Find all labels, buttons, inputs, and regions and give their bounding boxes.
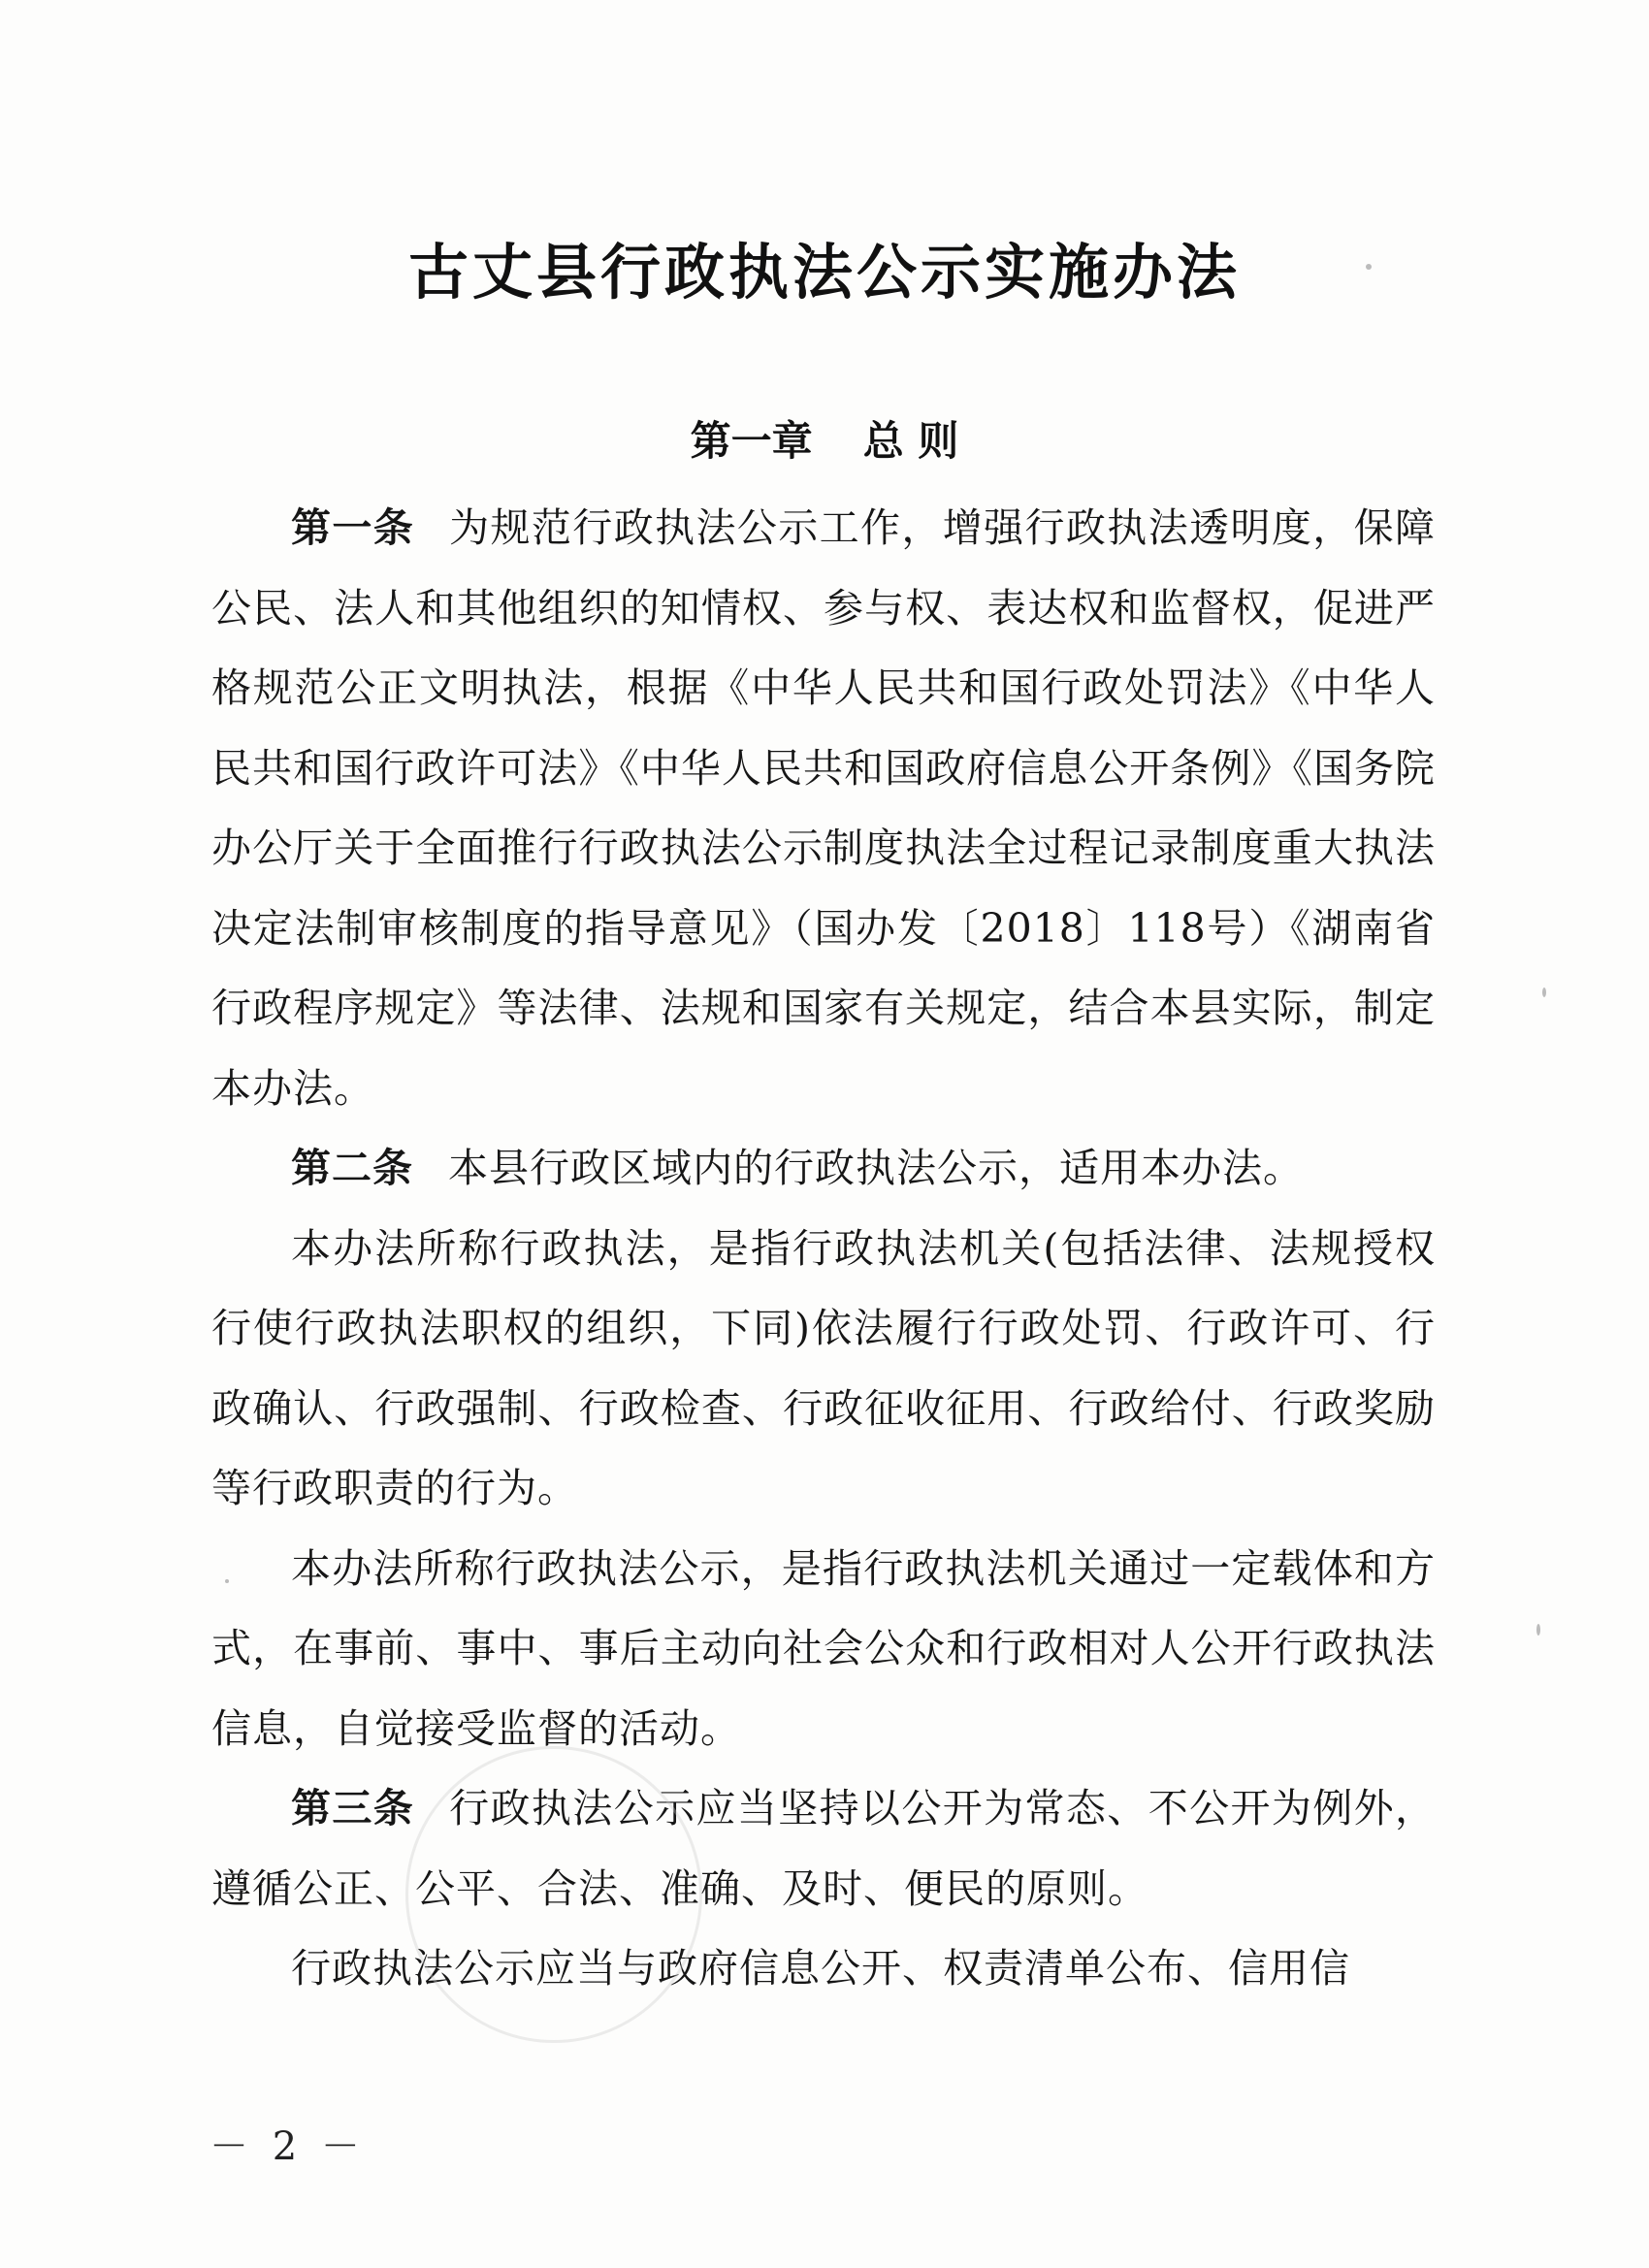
article-label: 第二条: [291, 1145, 413, 1191]
chapter-heading: [0, 411, 1649, 471]
scan-speck: [1366, 264, 1372, 270]
body-paragraph: [211, 1928, 1436, 2009]
document-title: 古丈县行政执法公示实施办法: [407, 237, 1241, 308]
article-paragraph: [211, 1128, 1436, 1209]
scan-speck: [1536, 1624, 1540, 1636]
article-text: 行政执法公示应当坚持以公开为常态、不公开为例外，遵循公正、公平、合法、准确、及时、便民的原则。: [211, 1785, 1436, 1912]
chapter-name: 总 则: [862, 417, 959, 465]
article-paragraph: [211, 1768, 1436, 1928]
paragraph-text: 行政执法公示应当与政府信息公开、权责清单公布、信用信: [291, 1945, 1350, 1992]
article-text: 本县行政区域内的行政执法公示，适用本办法。: [448, 1145, 1304, 1191]
page-number: － 2 －: [210, 2124, 366, 2169]
scan-speck: [225, 1579, 229, 1583]
article-label: 第三条: [291, 1785, 415, 1831]
article-label: 第一条: [291, 504, 415, 551]
body-paragraph: [211, 1209, 1436, 1529]
paragraph-text: 本办法所称行政执法公示，是指行政执法机关通过一定载体和方式，在事前、事中、事后主动向社会公众和行政相对人公开行政执法信息，自觉接受监督的活动。: [211, 1544, 1436, 1752]
article-paragraph: [211, 488, 1436, 1128]
scan-speck: [1542, 988, 1546, 997]
body-paragraph: [211, 1529, 1436, 1769]
chapter-number: 第一章: [690, 417, 813, 465]
article-text: 为规范行政执法公示工作，增强行政执法透明度，保障公民、法人和其他组织的知情权、参与权、表达权和监督权，促进严格规范公正文明执法，根据《中华人民共和国行政处罚法》《中华人民共和国行政许可法》《中华人民共和国政府信息公开条例》《国务院办公厅关于全面推行行政执法公示制度执法全过程记录制度重大执法决定法制审核制度的指导意见》（国办发〔2018〕118号）《湖南省行政程序规定》等法律、法规和国家有关规定，结合本县实际，制定本办法。: [211, 504, 1436, 1112]
document-body: [211, 488, 1436, 2009]
paragraph-text: 本办法所称行政执法，是指行政执法机关(包括法律、法规授权行使行政执法职权的组织，下同)依法履行行政处罚、行政许可、行政确认、行政强制、行政检查、行政征收征用、行政给付、行政奖励等行政职责的行为。: [211, 1224, 1436, 1511]
